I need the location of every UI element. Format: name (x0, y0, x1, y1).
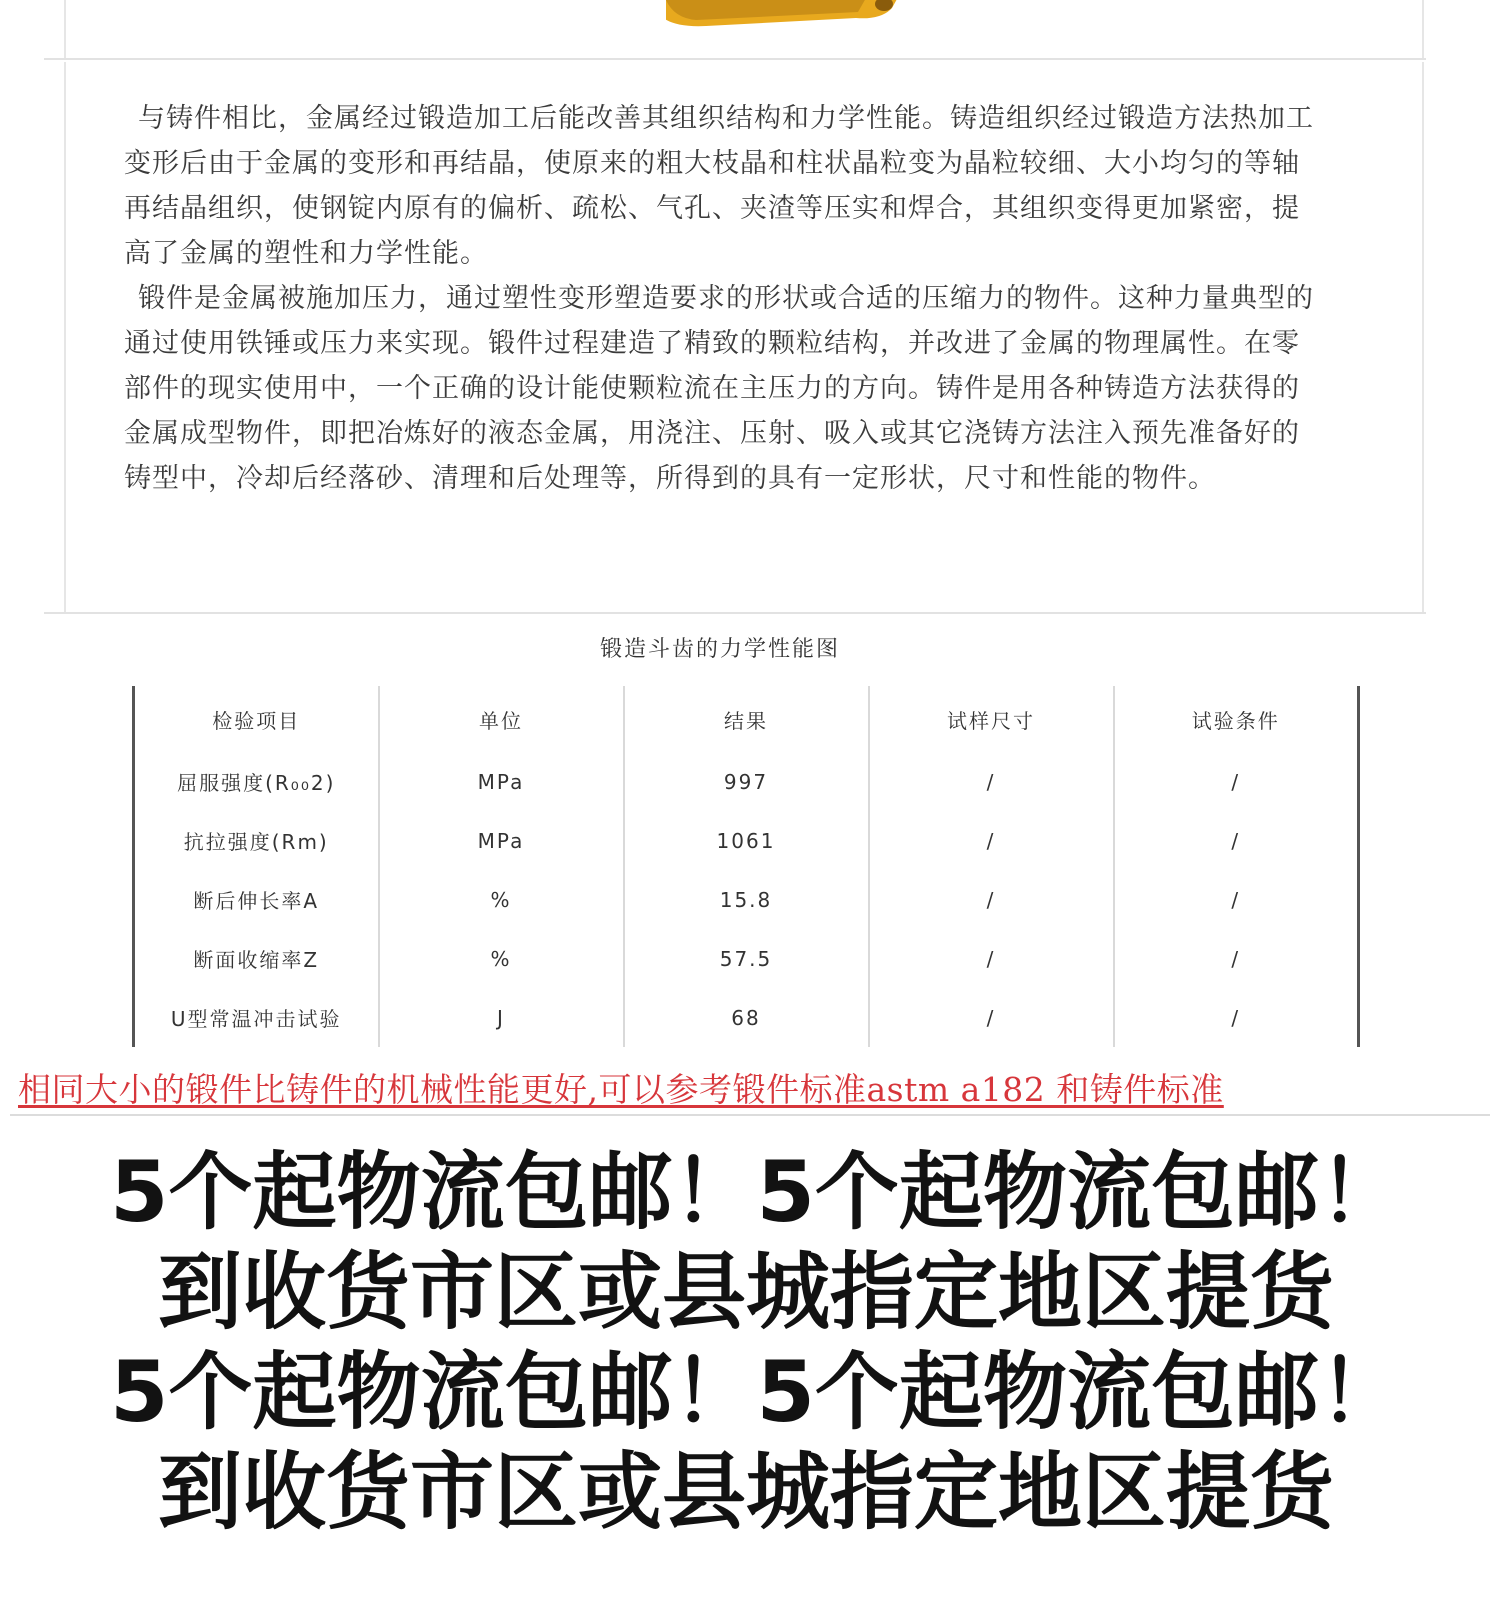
cell-result: 15.8 (624, 870, 869, 929)
cell-test-condition: / (1114, 870, 1359, 929)
table-row (134, 870, 1359, 929)
table-row (134, 752, 1359, 811)
standards-note: 相同大小的锻件比铸件的机械性能更好,可以参考锻件标准astm a182 和铸件标准 (18, 1070, 1224, 1109)
description-paragraph-2: 锻件是金属被施加压力，通过塑性变形塑造要求的形状或合适的压缩力的物件。这种力量典型的通过使用铁锤或压力来实现。锻件过程建造了精致的颗粒结构，并改进了金属的物理属性。在零部件的现实使用中，一个正确的设计能使颗粒流在主压力的方向。铸件是用各种铸造方法获得的金属成型物件，即把冶炼好的液态金属，用浇注、压射、吸入或其它浇铸方法注入预先准备好的铸型中，冷却后经落砂、清理和后处理等，所得到的具有一定形状，尺寸和性能的物件。 (124, 283, 1314, 494)
cell-test-item: 抗拉强度(Rm) (134, 811, 379, 870)
cell-result: 57.5 (624, 929, 869, 988)
promo-pickup-line: 到收货市区或县城指定地区提货 (158, 1443, 1335, 1541)
cell-test-item: U型常温冲击试验 (134, 988, 379, 1047)
cell-test-item: 断面收缩率Z (134, 929, 379, 988)
section-divider (44, 612, 1426, 614)
section-divider (44, 58, 1426, 60)
mechanical-properties-table (132, 686, 1360, 1047)
cell-test-condition: / (1114, 929, 1359, 988)
cell-sample-size: / (869, 752, 1114, 811)
cell-unit: % (379, 870, 624, 929)
table-title: 锻造斗齿的力学性能图 (599, 637, 840, 662)
table-row (134, 988, 1359, 1047)
header-result: 结果 (624, 686, 869, 752)
cell-test-condition: / (1114, 988, 1359, 1047)
table-header-row (134, 686, 1359, 752)
product-image-frame (64, 0, 1424, 60)
cell-sample-size: / (869, 870, 1114, 929)
promo-shipping-line: 5个起物流包邮！5个起物流包邮！ (110, 1143, 1403, 1241)
cell-test-condition: / (1114, 752, 1359, 811)
description-panel (64, 62, 1424, 612)
section-divider (10, 1114, 1490, 1116)
header-sample-size: 试样尺寸 (869, 686, 1114, 752)
table-row (134, 929, 1359, 988)
cell-sample-size: / (869, 988, 1114, 1047)
promo-pickup-line: 到收货市区或县城指定地区提货 (158, 1243, 1335, 1341)
table-row (134, 811, 1359, 870)
description-text (124, 96, 1314, 501)
bucket-tooth-image (666, 0, 926, 32)
header-test-item: 检验项目 (134, 686, 379, 752)
cell-test-item: 断后伸长率A (134, 870, 379, 929)
header-unit: 单位 (379, 686, 624, 752)
description-paragraph-1: 与铸件相比，金属经过锻造加工后能改善其组织结构和力学性能。铸造组织经过锻造方法热加工变形后由于金属的变形和再结晶，使原来的粗大枝晶和柱状晶粒变为晶粒较细、大小均匀的等轴再结晶组织，使钢锭内原有的偏析、疏松、气孔、夹渣等压实和焊合，其组织变得更加紧密，提高了金属的塑性和力学性能。 (124, 103, 1314, 269)
cell-unit: J (379, 988, 624, 1047)
cell-result: 997 (624, 752, 869, 811)
cell-test-item: 屈服强度(R₀₀2) (134, 752, 379, 811)
cell-unit: % (379, 929, 624, 988)
cell-unit: MPa (379, 752, 624, 811)
cell-sample-size: / (869, 929, 1114, 988)
cell-unit: MPa (379, 811, 624, 870)
header-test-condition: 试验条件 (1114, 686, 1359, 752)
cell-test-condition: / (1114, 811, 1359, 870)
cell-sample-size: / (869, 811, 1114, 870)
promo-shipping-line: 5个起物流包邮！5个起物流包邮！ (110, 1343, 1403, 1441)
cell-result: 68 (624, 988, 869, 1047)
cell-result: 1061 (624, 811, 869, 870)
